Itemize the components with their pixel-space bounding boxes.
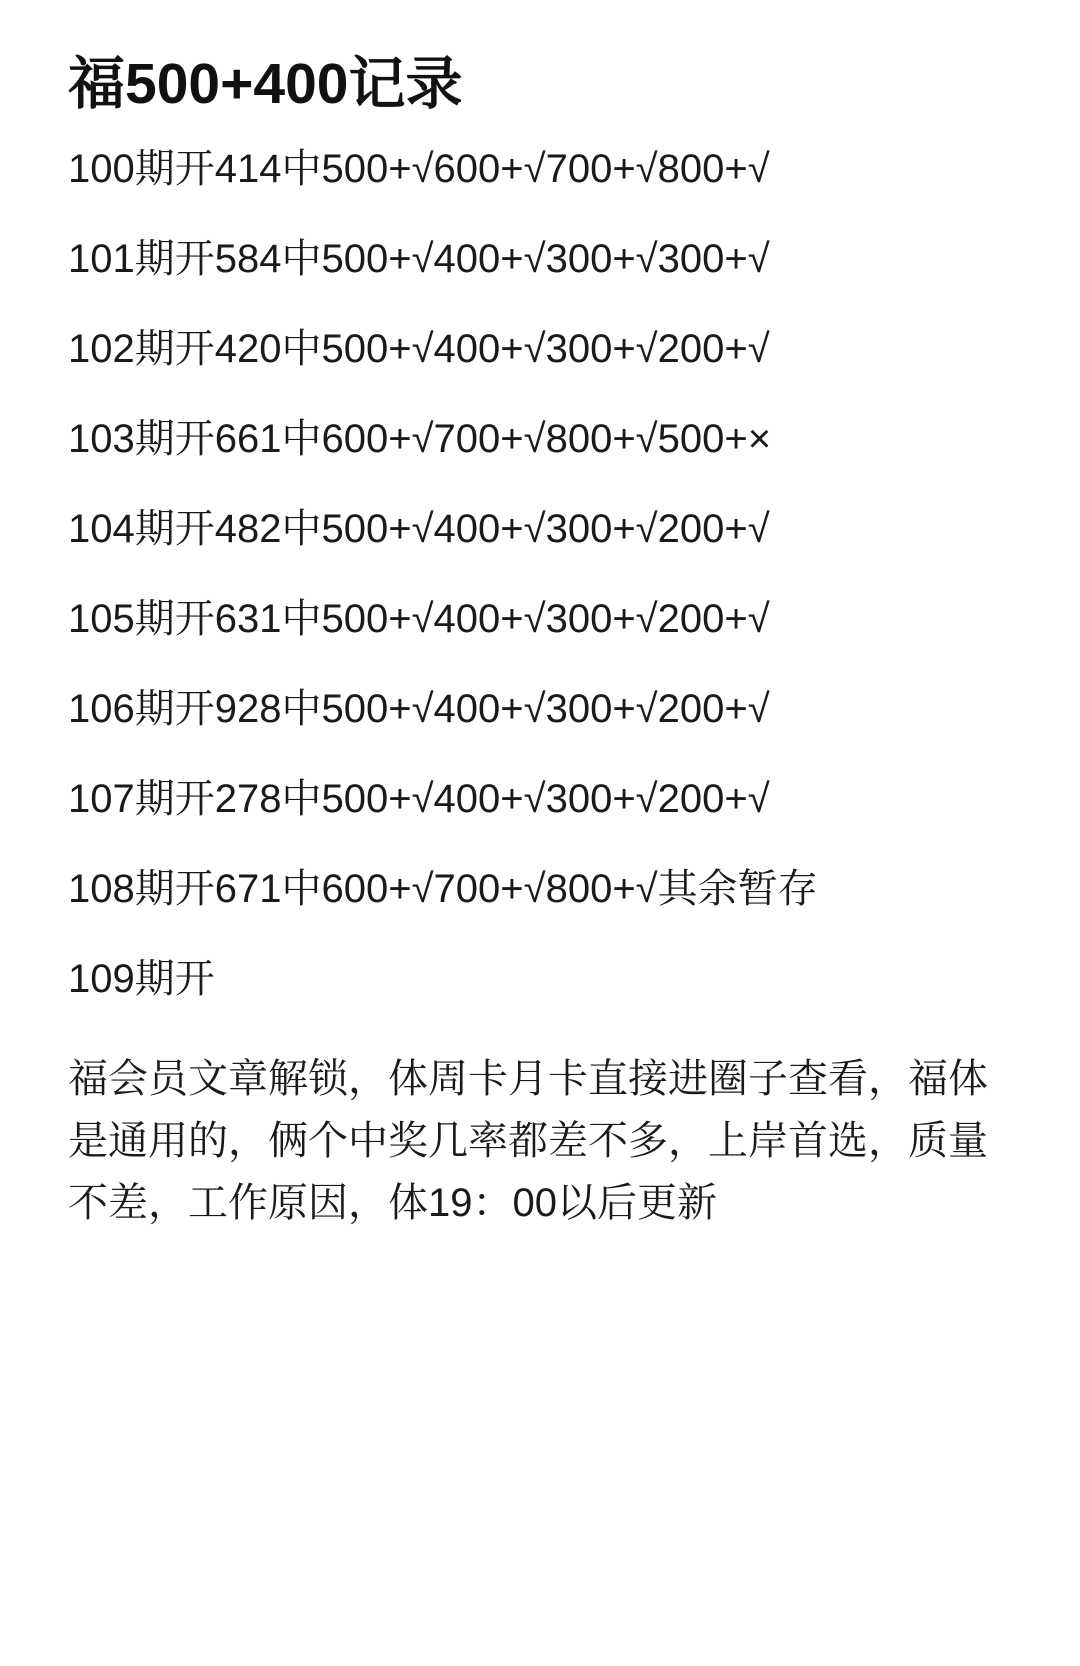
list-item: 105期开631中500+√400+√300+√200+√ — [68, 596, 770, 641]
footnote-block — [68, 1048, 1018, 1234]
list-item: 101期开584中500+√400+√300+√300+√ — [68, 236, 770, 281]
list-item: 102期开420中500+√400+√300+√200+√ — [68, 326, 770, 371]
page-title: 福500+400记录 — [68, 52, 463, 116]
footnote-text: 福会员文章解锁，体周卡月卡直接进圈子查看，福体是通用的，俩个中奖几率都差不多，上岸首选，质量不差，工作原因，体19：00以后更新 — [68, 1056, 988, 1225]
record-list — [68, 148, 1018, 1000]
list-item: 106期开928中500+√400+√300+√200+√ — [68, 686, 770, 731]
list-item: 100期开414中500+√600+√700+√800+√ — [68, 146, 770, 191]
list-item: 108期开671中600+√700+√800+√其余暂存 — [68, 866, 818, 911]
list-item: 107期开278中500+√400+√300+√200+√ — [68, 776, 770, 821]
list-item: 104期开482中500+√400+√300+√200+√ — [68, 506, 770, 551]
list-item: 103期开661中600+√700+√800+√500+× — [68, 416, 772, 461]
list-item: 109期开 — [68, 956, 215, 1001]
